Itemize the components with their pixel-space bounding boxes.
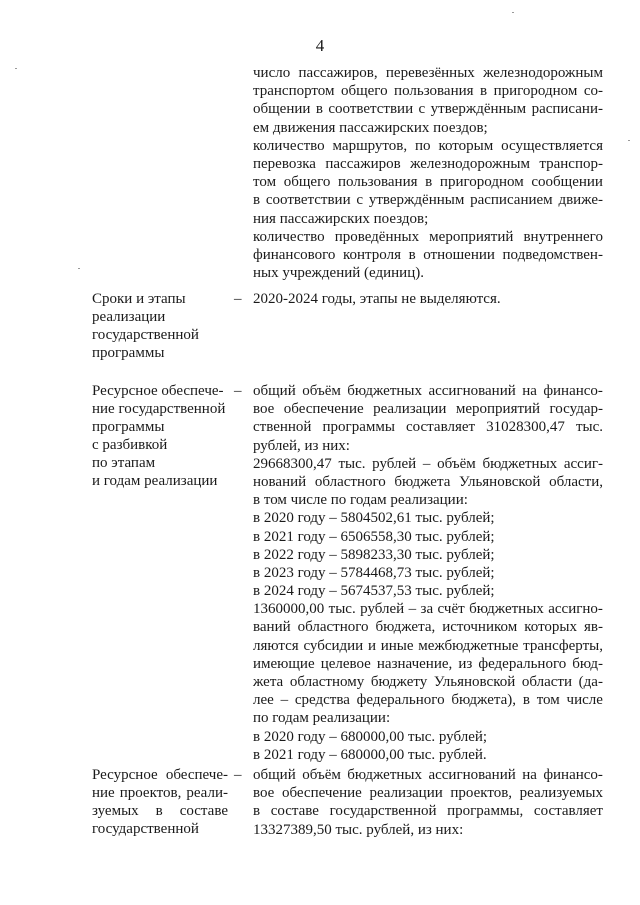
label-line: реализации bbox=[92, 309, 166, 325]
text-line: лее – средства федерального бюджета), в том числе bbox=[253, 692, 603, 709]
text-line: в 2020 году – 5804502,61 тыс. рублей; bbox=[253, 510, 495, 527]
label-line: зуемых в составе bbox=[92, 803, 228, 819]
text-line: ем движения пассажирских поездов; bbox=[253, 119, 488, 136]
text-line: финансового контроля в отношении подведомствен- bbox=[253, 246, 603, 263]
label-line: ние государственной bbox=[92, 401, 226, 417]
text-line: в составе государственной программы, составляет bbox=[253, 803, 603, 820]
text-line: вое обеспечение реализации проектов, реализуемых bbox=[253, 785, 603, 802]
text-line: число пассажиров, перевезённых железнодорожным bbox=[253, 65, 603, 81]
label-line: по этапам bbox=[92, 455, 156, 471]
text-line: количество проведённых мероприятий внутреннего bbox=[253, 228, 603, 245]
text-line: ния пассажирских поездов; bbox=[253, 210, 429, 227]
projects-dash: – bbox=[234, 767, 242, 783]
text-line: 13327389,50 тыс. рублей, из них: bbox=[253, 821, 464, 838]
terms-label bbox=[92, 290, 228, 362]
text-line: том общего пользования в пригородном сообщении bbox=[253, 174, 603, 191]
text-line: количество маршрутов, по которым осуществляется bbox=[253, 137, 603, 154]
text-line: в 2021 году – 680000,00 тыс. рублей. bbox=[253, 746, 487, 763]
text-line: 2020-2024 годы, этапы не выделяются. bbox=[253, 291, 501, 307]
label-line: Сроки и этапы bbox=[92, 291, 186, 307]
text-line: ственной программы составляет 31028300,47 тыс. bbox=[253, 419, 603, 436]
label-line: государственной bbox=[92, 821, 199, 837]
resources-dash: – bbox=[234, 383, 242, 399]
indicators-continued bbox=[253, 64, 603, 282]
terms-value bbox=[253, 290, 603, 308]
text-line: ляются субсидии и иные межбюджетные трансферты, bbox=[253, 637, 603, 654]
text-line: транспортом общего пользования в пригородном со- bbox=[253, 83, 603, 100]
terms-dash: – bbox=[234, 291, 242, 307]
text-line: вое обеспечение реализации мероприятий государ- bbox=[253, 401, 603, 418]
label-line: государственной bbox=[92, 327, 199, 343]
text-line: в 2024 году – 5674537,53 тыс. рублей; bbox=[253, 583, 495, 600]
label-line: программы bbox=[92, 419, 165, 435]
text-line: в 2021 году – 6506558,30 тыс. рублей; bbox=[253, 528, 495, 545]
text-line: ваний областного бюджета, источником которых яв- bbox=[253, 619, 603, 636]
label-line: ние проектов, реали- bbox=[92, 785, 228, 801]
text-line: перевозка пассажиров железнодорожным транспор- bbox=[253, 155, 603, 172]
text-line: по годам реализации: bbox=[253, 710, 391, 727]
scan-speck bbox=[15, 68, 17, 69]
resources-value bbox=[253, 382, 603, 764]
text-line: имеющие целевое назначение, из федерального бюд- bbox=[253, 655, 603, 672]
label-line: и годам реализации bbox=[92, 473, 218, 489]
scan-speck bbox=[78, 268, 80, 269]
projects-value bbox=[253, 766, 603, 839]
text-line: нований областного бюджета Ульяновской области, bbox=[253, 473, 603, 490]
text-line: общий объём бюджетных ассигнований на финансо- bbox=[253, 767, 603, 783]
text-line: в 2020 году – 680000,00 тыс. рублей; bbox=[253, 728, 488, 745]
text-line: 29668300,47 тыс. рублей – объём бюджетных ассиг- bbox=[253, 455, 603, 472]
text-line: в 2022 году – 5898233,30 тыс. рублей; bbox=[253, 546, 495, 563]
scan-speck bbox=[512, 12, 514, 13]
text-line: рублей, из них: bbox=[253, 437, 350, 454]
text-line: в 2023 году – 5784468,73 тыс. рублей; bbox=[253, 564, 495, 581]
scan-speck bbox=[628, 140, 630, 141]
label-line: с разбивкой bbox=[92, 437, 168, 453]
text-line: ных учреждений (единиц). bbox=[253, 265, 424, 282]
page-number: 4 bbox=[315, 36, 325, 55]
text-line: жета областному бюджету Ульяновской области (да- bbox=[253, 674, 603, 690]
text-line: 1360000,00 тыс. рублей – за счёт бюджетных ассигно- bbox=[253, 601, 603, 618]
resources-label bbox=[92, 382, 228, 490]
text-line: общении в соответствии с утверждённым расписани- bbox=[253, 101, 603, 118]
label-line: Ресурсное обеспече- bbox=[92, 383, 224, 399]
label-line: программы bbox=[92, 345, 165, 361]
projects-label bbox=[92, 766, 228, 838]
text-line: в соответствии с утверждённым расписанием движе- bbox=[253, 192, 603, 209]
label-line: Ресурсное обеспече- bbox=[92, 767, 228, 783]
text-line: общий объём бюджетных ассигнований на финансо- bbox=[253, 383, 603, 399]
text-line: в том числе по годам реализации: bbox=[253, 492, 468, 509]
